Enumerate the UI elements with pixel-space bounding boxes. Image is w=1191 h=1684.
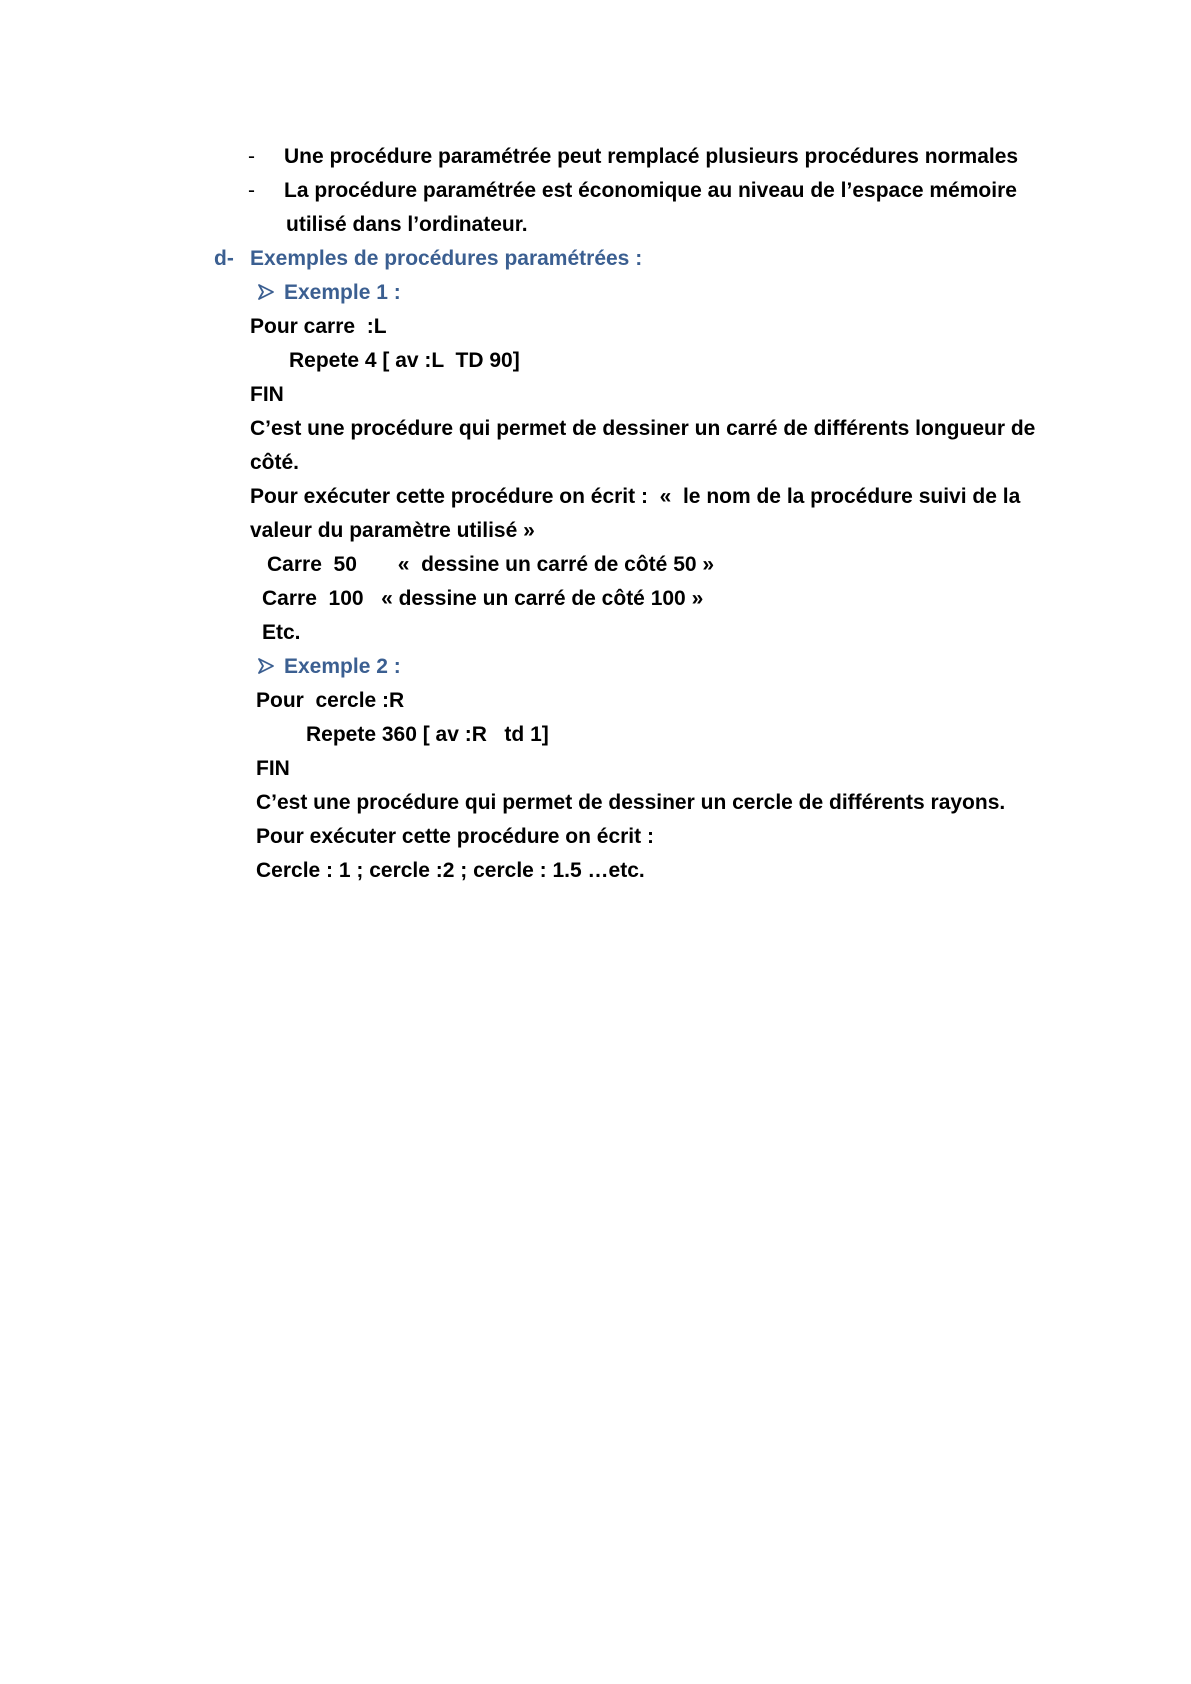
section-title: Exemples de procédures paramétrées : — [250, 247, 643, 270]
usage-line: Carre 100 « dessine un carré de côté 100 » — [262, 587, 704, 610]
bullet-text: Une procédure paramétrée peut remplacé plusieurs procédures normales — [284, 145, 1019, 168]
arrow-bullet-icon — [258, 284, 274, 300]
usage-line: Carre 50 « dessine un carré de côté 50 » — [267, 553, 715, 576]
code-line: Repete 4 [ av :L TD 90] — [289, 349, 520, 372]
code-line: Pour carre :L — [250, 315, 387, 338]
usage-line: Etc. — [262, 621, 301, 644]
code-line: Repete 360 [ av :R td 1] — [306, 723, 549, 746]
usage-line: Cercle : 1 ; cercle :2 ; cercle : 1.5 …etc. — [256, 859, 645, 882]
section-marker: d- — [214, 247, 234, 270]
bullet-dash: - — [248, 145, 255, 168]
code-line: FIN — [250, 383, 284, 406]
code-line: Pour cercle :R — [256, 689, 405, 712]
description-text: côté. — [250, 451, 300, 474]
arrow-bullet-icon — [258, 658, 274, 674]
description-text: C’est une procédure qui permet de dessiner un carré de différents longueur de — [250, 417, 1036, 440]
execute-text: Pour exécuter cette procédure on écrit : — [256, 825, 654, 848]
example-1-heading: Exemple 1 : — [284, 281, 401, 304]
bullet-dash: - — [248, 179, 255, 202]
description-text: C’est une procédure qui permet de dessiner un cercle de différents rayons. — [256, 791, 1006, 814]
code-line: FIN — [256, 757, 290, 780]
execute-text: valeur du paramètre utilisé » — [250, 519, 535, 542]
bullet-text-continuation: utilisé dans l’ordinateur. — [286, 213, 528, 236]
example-2-heading: Exemple 2 : — [284, 655, 401, 678]
bullet-text: La procédure paramétrée est économique au niveau de l’espace mémoire — [284, 179, 1017, 202]
execute-text: Pour exécuter cette procédure on écrit : « le nom de la procédure suivi de la — [250, 485, 1021, 508]
